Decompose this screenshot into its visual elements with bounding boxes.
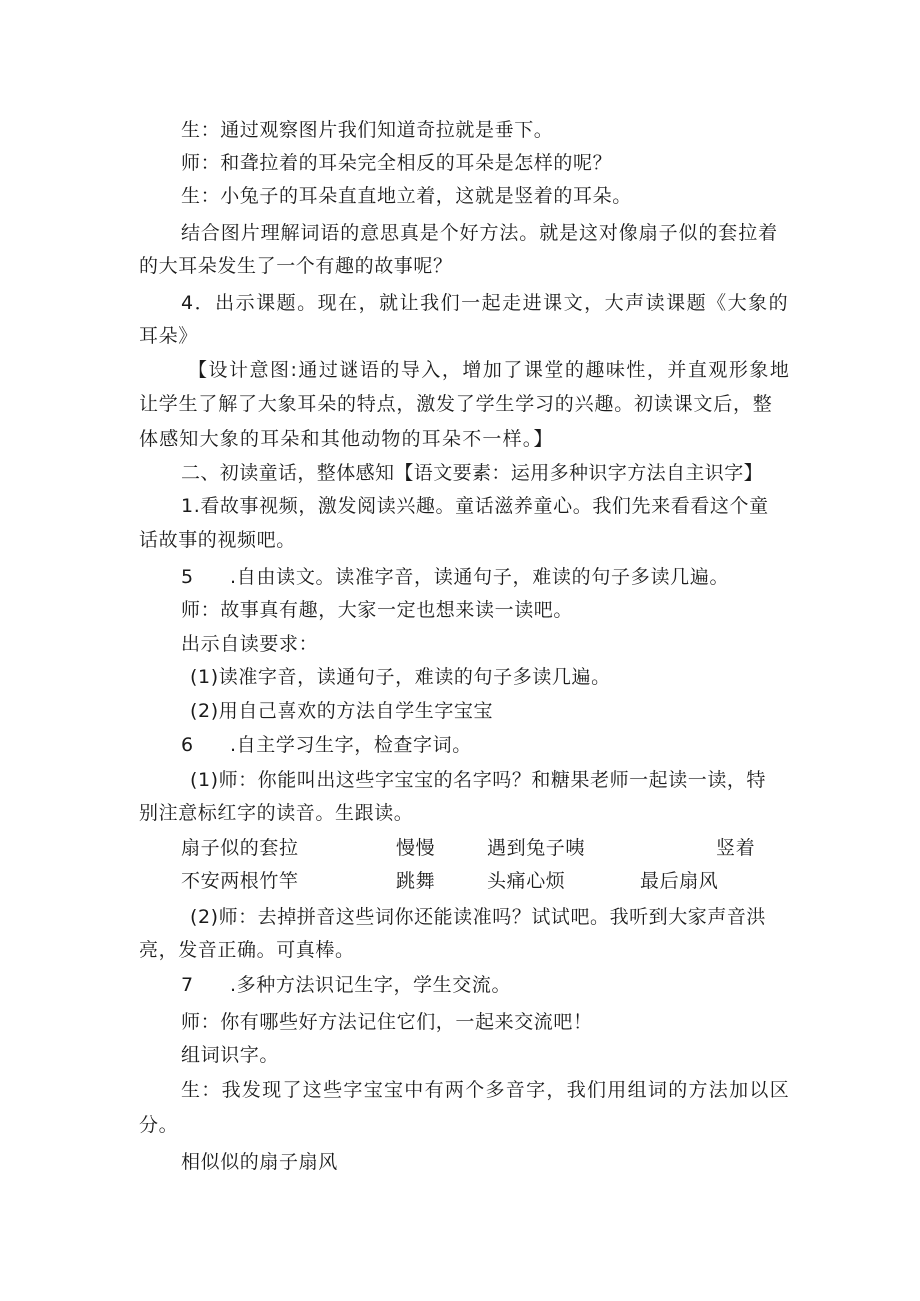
text-line: 让学生了解了大象耳朵的特点，激发了学生学习的兴趣。初读课文后，整 <box>139 393 773 415</box>
word-item: 跳舞 <box>396 870 436 892</box>
text-line: .自主学习生字，检查字词。 <box>230 734 472 756</box>
text-line: 组词识字。 <box>181 1044 280 1066</box>
text-line: 1.看故事视频，激发阅读兴趣。童话滋养童心。我们先来看看这个童 <box>181 495 769 517</box>
text-line: 体感知大象的耳朵和其他动物的耳朵不一样。】 <box>139 428 554 450</box>
text-line: 别注意标红字的读音。生跟读。 <box>139 802 414 824</box>
text-line: .多种方法识记生字，学生交流。 <box>230 974 512 996</box>
word-item: 头痛心烦 <box>487 870 566 892</box>
word-item: 遇到兔子咦 <box>487 837 586 859</box>
text-line: 二、初读童话，整体感知【语文要素：运用多种识字方法自主识字】 <box>181 462 764 484</box>
text-line: 师：故事真有趣，大家一定也想来读一读吧。 <box>181 599 574 621</box>
text-line: 6 <box>181 734 194 756</box>
text-line: 话故事的视频吧。 <box>139 529 296 551</box>
word-item: 慢慢 <box>396 837 436 859</box>
text-line: 师：你有哪些好方法记住它们，一起来交流吧！ <box>181 1011 593 1033</box>
text-line: 5 <box>181 566 194 588</box>
text-line: .自由读文。读准字音，读通句子，难读的句子多读几遍。 <box>230 566 730 588</box>
text-line: 相似似的扇子扇风 <box>181 1151 338 1173</box>
text-line: 结合图片理解词语的意思真是个好方法。就是这对像扇子似的套拉着 <box>181 222 779 244</box>
word-item: 扇子似的套拉 <box>181 837 299 859</box>
text-line: (2)用自己喜欢的方法自学生字宝宝 <box>190 700 494 722</box>
text-line: 4．出示课题。现在，就让我们一起走进课文，大声读课题《大象的 <box>181 292 790 314</box>
text-line: 师：和聋拉着的耳朵完全相反的耳朵是怎样的呢？ <box>181 152 613 174</box>
text-line: 分。 <box>139 1114 179 1136</box>
word-item: 最后扇风 <box>640 870 719 892</box>
word-item: 不安两根竹竿 <box>181 870 299 892</box>
text-line: 耳朵》 <box>139 325 198 347</box>
text-line: (1)师：你能叫出这些字宝宝的名字吗？和糖果老师一起读一读，特 <box>190 769 766 791</box>
text-line: (2)师：去掉拼音这些词你还能读准吗？试试吧。我听到大家声音洪 <box>190 906 766 928</box>
text-line: 生：小兔子的耳朵直直地立着，这就是竖着的耳朵。 <box>181 185 632 207</box>
text-line: 【设计意图:通过谜语的导入，增加了课堂的趣味性，并直观形象地 <box>188 359 791 381</box>
text-line: 生：通过观察图片我们知道奇拉就是垂下。 <box>181 119 554 141</box>
text-line: 生：我发现了这些字宝宝中有两个多音字，我们用组词的方法加以区 <box>181 1079 791 1101</box>
text-line: 亮，发音正确。可真棒。 <box>139 939 355 961</box>
text-line: (1)读准字音，读通句子，难读的句子多读几遍。 <box>190 666 611 688</box>
word-item: 竖着 <box>716 837 756 859</box>
text-line: 7 <box>181 974 194 996</box>
text-line: 出示自读要求： <box>181 633 319 655</box>
text-line: 的大耳朵发生了一个有趣的故事呢？ <box>139 255 453 277</box>
